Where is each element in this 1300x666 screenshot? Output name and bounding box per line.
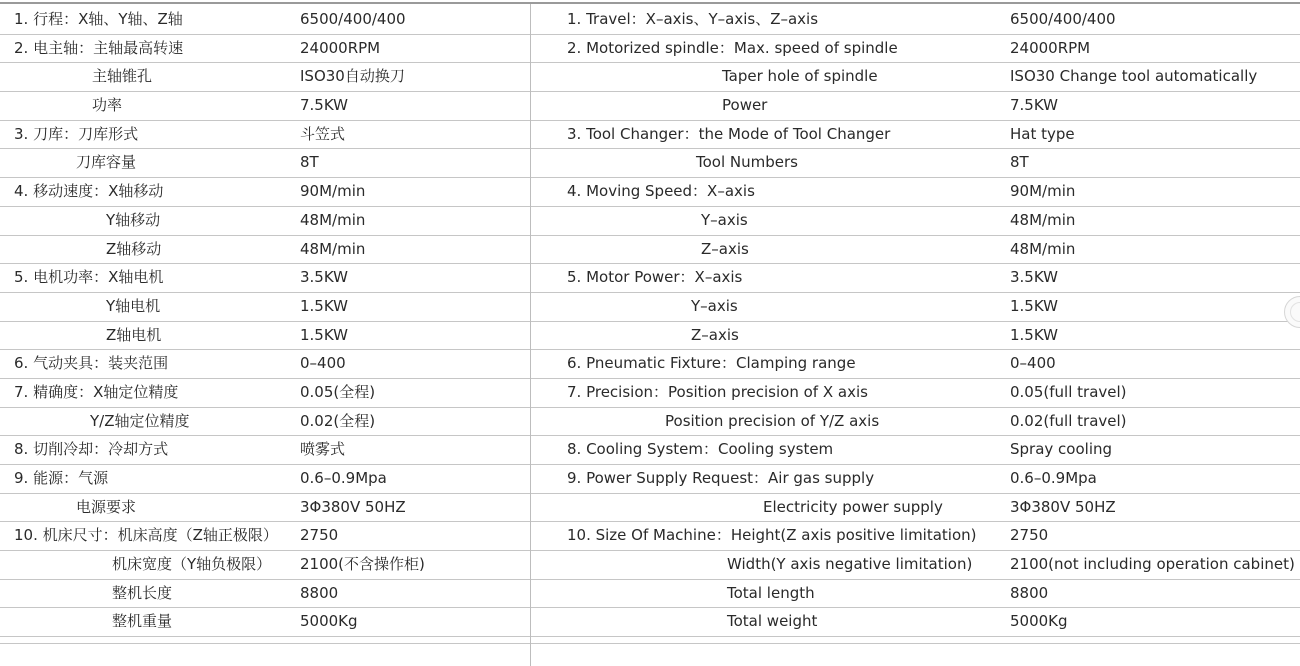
spec-label-en: Y–axis bbox=[701, 210, 748, 229]
spec-row bbox=[531, 408, 1300, 437]
spec-row bbox=[0, 63, 530, 92]
spec-label-en: 2. Motorized spindle：Max. speed of spindle bbox=[567, 38, 898, 57]
spec-row bbox=[531, 264, 1300, 293]
spec-value-cn: 6500/400/400 bbox=[300, 10, 406, 28]
spec-row bbox=[0, 465, 530, 494]
spec-value-en: 3Φ380V 50HZ bbox=[1010, 497, 1116, 516]
spec-label-cn: Z轴移动 bbox=[106, 239, 162, 258]
spec-value-en: 48M/min bbox=[1010, 210, 1076, 229]
spec-label-en: 4. Moving Speed：X–axis bbox=[567, 182, 755, 201]
spec-row bbox=[531, 322, 1300, 351]
spec-value-cn: 5000Kg bbox=[300, 612, 358, 631]
spec-row bbox=[531, 436, 1300, 465]
spec-label-cn: 刀库容量 bbox=[76, 153, 137, 172]
spec-value-cn: 2750 bbox=[300, 526, 339, 545]
spec-value-cn: 1.5KW bbox=[300, 296, 348, 315]
spec-row bbox=[531, 580, 1300, 609]
spec-row bbox=[531, 207, 1300, 236]
spec-value-en: 8800 bbox=[1010, 583, 1049, 602]
spec-row bbox=[0, 522, 530, 551]
spec-label-cn: 1. 行程：X轴、Y轴、Z轴 bbox=[14, 10, 183, 28]
spec-row bbox=[0, 92, 530, 121]
spec-row bbox=[531, 92, 1300, 121]
spec-label-cn: 7. 精确度：X轴定位精度 bbox=[14, 382, 179, 401]
spec-row bbox=[531, 293, 1300, 322]
spec-value-en: 0.05(full travel) bbox=[1010, 382, 1127, 401]
spec-row bbox=[531, 149, 1300, 178]
spec-row bbox=[0, 149, 530, 178]
spec-value-en: 2100(not including operation cabinet) bbox=[1010, 555, 1295, 574]
spec-value-en: 2750 bbox=[1010, 526, 1049, 545]
spec-label-en: 7. Precision：Position precision of X axis bbox=[567, 382, 868, 401]
spec-value-cn: 2100(不含操作柜) bbox=[300, 555, 425, 574]
spec-row bbox=[531, 35, 1300, 64]
spec-label-cn: 2. 电主轴：主轴最高转速 bbox=[14, 38, 184, 57]
spec-row bbox=[0, 322, 530, 351]
spec-row bbox=[0, 494, 530, 523]
spec-label-en: 1. Travel：X–axis、Y–axis、Z–axis bbox=[567, 10, 819, 28]
spec-row bbox=[531, 551, 1300, 580]
spec-label-en: 5. Motor Power：X–axis bbox=[567, 268, 743, 287]
table-bottom-rule bbox=[531, 643, 1300, 644]
spec-label-cn: 3. 刀库：刀库形式 bbox=[14, 124, 139, 143]
spec-row bbox=[0, 436, 530, 465]
spec-value-en: Hat type bbox=[1010, 124, 1075, 143]
spec-value-cn: 8800 bbox=[300, 583, 339, 602]
spec-label-cn: 整机重量 bbox=[112, 612, 173, 631]
spec-row bbox=[531, 494, 1300, 523]
spec-value-cn: 7.5KW bbox=[300, 96, 348, 115]
spec-value-en: 5000Kg bbox=[1010, 612, 1068, 631]
spec-row bbox=[531, 121, 1300, 150]
spec-row bbox=[531, 6, 1300, 35]
spec-row bbox=[0, 580, 530, 609]
spec-row bbox=[0, 293, 530, 322]
spec-label-en: Width(Y axis negative limitation) bbox=[727, 555, 973, 574]
spec-value-en: 0–400 bbox=[1010, 354, 1056, 373]
spec-label-cn: Y/Z轴定位精度 bbox=[90, 411, 190, 430]
spec-label-cn: 8. 切削冷却：冷却方式 bbox=[14, 440, 169, 459]
spec-label-cn: 4. 移动速度：X轴移动 bbox=[14, 182, 164, 201]
spec-row bbox=[531, 236, 1300, 265]
spec-value-cn: 3.5KW bbox=[300, 268, 348, 287]
spec-row bbox=[0, 6, 530, 35]
spec-value-cn: 0–400 bbox=[300, 354, 346, 373]
spec-value-en: 6500/400/400 bbox=[1010, 10, 1116, 28]
spec-value-en: 0.6–0.9Mpa bbox=[1010, 469, 1097, 487]
spec-label-cn: Y轴移动 bbox=[106, 210, 161, 229]
spec-label-cn: 电源要求 bbox=[76, 497, 137, 516]
spec-value-en: 90M/min bbox=[1010, 182, 1076, 201]
spec-value-en: 1.5KW bbox=[1010, 296, 1058, 315]
table-bottom-rule bbox=[0, 643, 530, 644]
spec-label-cn: 机床宽度（Y轴负极限） bbox=[112, 555, 272, 574]
spec-row bbox=[0, 551, 530, 580]
spec-label-en: 3. Tool Changer：the Mode of Tool Changer bbox=[567, 124, 891, 143]
spec-value-cn: 3Φ380V 50HZ bbox=[300, 497, 406, 516]
spec-value-cn: 48M/min bbox=[300, 210, 366, 229]
chinese-spec-table bbox=[0, 6, 530, 637]
spec-label-cn: 功率 bbox=[92, 96, 123, 115]
spec-value-en: 1.5KW bbox=[1010, 325, 1058, 344]
spec-label-en: Z–axis bbox=[701, 239, 749, 258]
spec-row bbox=[531, 350, 1300, 379]
spec-value-en: 48M/min bbox=[1010, 239, 1076, 258]
english-spec-table bbox=[531, 6, 1300, 637]
spec-label-en: Total length bbox=[727, 583, 815, 602]
spec-label-en: Position precision of Y/Z axis bbox=[665, 411, 880, 430]
spec-value-cn: 8T bbox=[300, 153, 319, 172]
spec-value-en: 24000RPM bbox=[1010, 38, 1091, 57]
spec-label-en: Power bbox=[722, 96, 768, 115]
spec-row bbox=[0, 350, 530, 379]
spec-row bbox=[0, 236, 530, 265]
spec-row bbox=[0, 207, 530, 236]
spec-label-en: Tool Numbers bbox=[696, 153, 798, 172]
spec-label-cn: 整机长度 bbox=[112, 583, 173, 602]
spec-value-cn: 0.6–0.9Mpa bbox=[300, 469, 387, 487]
spec-label-en: Electricity power supply bbox=[763, 497, 943, 516]
spec-row bbox=[531, 465, 1300, 494]
spec-value-en: 0.02(full travel) bbox=[1010, 411, 1127, 430]
spec-row bbox=[531, 379, 1300, 408]
spec-row bbox=[531, 63, 1300, 92]
spec-label-en: Taper hole of spindle bbox=[722, 67, 878, 86]
spec-value-en: Spray cooling bbox=[1010, 440, 1113, 459]
spec-label-en: 8. Cooling System：Cooling system bbox=[567, 440, 834, 459]
spec-value-cn: 24000RPM bbox=[300, 38, 381, 57]
spec-label-en: 6. Pneumatic Fixture：Clamping range bbox=[567, 354, 856, 373]
spec-label-cn: 主轴锥孔 bbox=[92, 67, 153, 86]
spec-value-cn: 90M/min bbox=[300, 182, 366, 201]
spec-label-cn: 9. 能源：气源 bbox=[14, 469, 109, 487]
spec-row bbox=[0, 264, 530, 293]
spec-row bbox=[531, 178, 1300, 207]
spec-label-en: Z–axis bbox=[691, 325, 739, 344]
spec-label-cn: 10. 机床尺寸：机床高度（Z轴正极限） bbox=[14, 526, 278, 545]
spec-label-en: 10. Size Of Machine：Height(Z axis positive limitation) bbox=[567, 526, 977, 545]
spec-row bbox=[0, 121, 530, 150]
spec-value-cn: 喷雾式 bbox=[300, 440, 346, 459]
spec-label-en: 9. Power Supply Request：Air gas supply bbox=[567, 469, 875, 487]
spec-row bbox=[0, 35, 530, 64]
spec-row bbox=[531, 608, 1300, 637]
spec-row bbox=[531, 522, 1300, 551]
spec-label-cn: 5. 电机功率：X轴电机 bbox=[14, 268, 164, 287]
spec-label-cn: 6. 气动夹具：装夹范围 bbox=[14, 354, 169, 373]
spec-value-en: 7.5KW bbox=[1010, 96, 1058, 115]
spec-value-cn: 0.05(全程) bbox=[300, 382, 376, 401]
spec-label-en: Y–axis bbox=[691, 296, 738, 315]
spec-label-cn: Z轴电机 bbox=[106, 325, 162, 344]
spec-row bbox=[0, 379, 530, 408]
spec-value-cn: 0.02(全程) bbox=[300, 411, 376, 430]
spec-label-cn: Y轴电机 bbox=[106, 296, 161, 315]
spec-value-cn: ISO30自动换刀 bbox=[300, 67, 405, 86]
spec-value-en: 3.5KW bbox=[1010, 268, 1058, 287]
spec-value-cn: 1.5KW bbox=[300, 325, 348, 344]
spec-value-cn: 48M/min bbox=[300, 239, 366, 258]
top-rule bbox=[0, 2, 1300, 4]
spec-label-en: Total weight bbox=[727, 612, 818, 631]
spec-row bbox=[0, 408, 530, 437]
spec-value-en: 8T bbox=[1010, 153, 1029, 172]
spec-value-cn: 斗笠式 bbox=[300, 124, 346, 143]
spec-row bbox=[0, 608, 530, 637]
spec-value-en: ISO30 Change tool automatically bbox=[1010, 67, 1258, 86]
spec-row bbox=[0, 178, 530, 207]
